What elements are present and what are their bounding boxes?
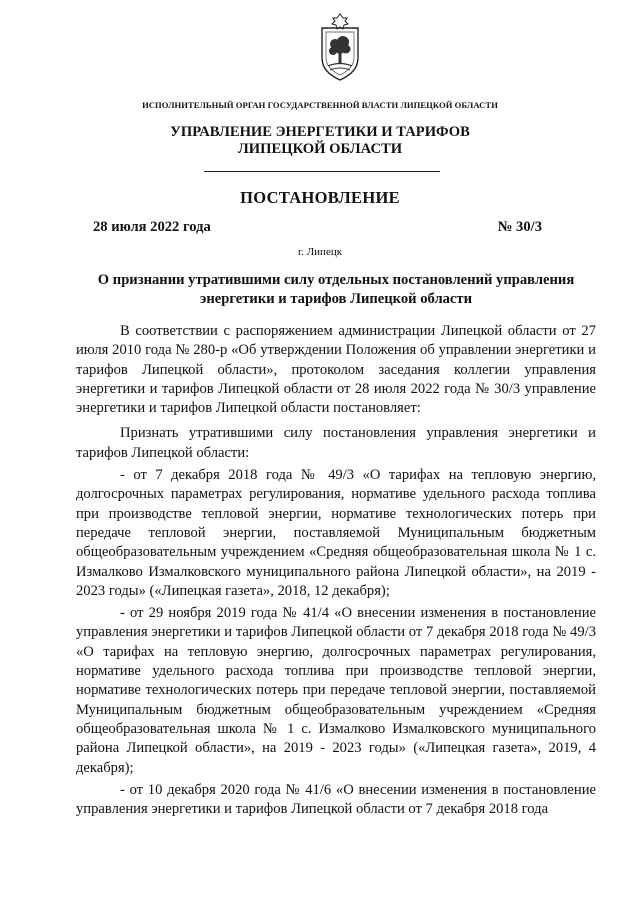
document-number: № 30/3 xyxy=(497,219,542,235)
document-date: 28 июля 2022 года xyxy=(93,219,211,235)
department-line-2: ЛИПЕЦКОЙ ОБЛАСТИ xyxy=(237,141,403,157)
header-divider xyxy=(204,171,440,172)
department-line-1: УПРАВЛЕНИЕ ЭНЕРГЕТИКИ И ТАРИФОВ xyxy=(170,124,470,140)
department-name xyxy=(0,124,640,158)
document-city: г. Липецк xyxy=(297,246,343,258)
intro-paragraph: Признать утратившими силу постановления управления энергетики и тарифов Липецкой области: xyxy=(76,425,596,461)
preamble-paragraph: В соответствии с распоряжением администрации Липецкой области от 27 июля 2010 года № 280-р «Об утверждении Положения об управлении энергетики и тарифов Липецкой области», протоколом заседания коллегии управления энергетики и тарифов Липецкой области от 28 июля 2022 года № 30/3 управление энергетики и тарифов Липецкой области постановляет: xyxy=(76,323,596,417)
document-subject: О признании утратившими силу отдельных постановлений управления энергетики и тарифов Липецкой области xyxy=(97,272,575,307)
document-type: ПОСТАНОВЛЕНИЕ xyxy=(240,188,400,207)
repealed-item-2: - от 29 ноября 2019 года № 41/4 «О внесении изменения в постановление управления энергетики и тарифов Липецкой области от 7 декабря 2018 года № 49/3 «О тарифах на тепловую энергию, долгосрочных параметрах регулирования, нормативе удельного расхода топлива при производстве тепловой энергии, нормативе технологических потерь при передаче тепловой энергии, поставляемой Муниципальным бюджетным общеобразовательным учреждением «Средняя общеобразовательная школа № 1 с. Измалково Измалковского муниципального района Липецкой области», на 2019 - 2023 годы» («Липецкая газета», 2019, 4 декабря); xyxy=(76,605,596,776)
authority-name: ИСПОЛНИТЕЛЬНЫЙ ОРГАН ГОСУДАРСТВЕННОЙ ВЛАСТИ ЛИПЕЦКОЙ ОБЛАСТИ xyxy=(142,100,498,110)
coat-of-arms-emblem xyxy=(318,12,362,84)
repealed-item-1: - от 7 декабря 2018 года № 49/3 «О тарифах на тепловую энергию, долгосрочных параметрах регулирования, нормативе удельного расхода топлива при производстве тепловой энергии, нормативе технологических потерь при передаче тепловой энергии, поставляемой Муниципальным бюджетным общеобразовательным учреждением «Средняя общеобразовательная школа № 1 с. Измалково Измалковского муниципального района Липецкой области», на 2019 - 2023 годы» («Липецкая газета», 2018, 12 декабря); xyxy=(76,467,596,599)
document-body xyxy=(76,322,596,822)
repealed-item-3: - от 10 декабря 2020 года № 41/6 «О внесении изменения в постановление управления энергетики и тарифов Липецкой области от 7 декабря 2018 года xyxy=(76,781,596,818)
